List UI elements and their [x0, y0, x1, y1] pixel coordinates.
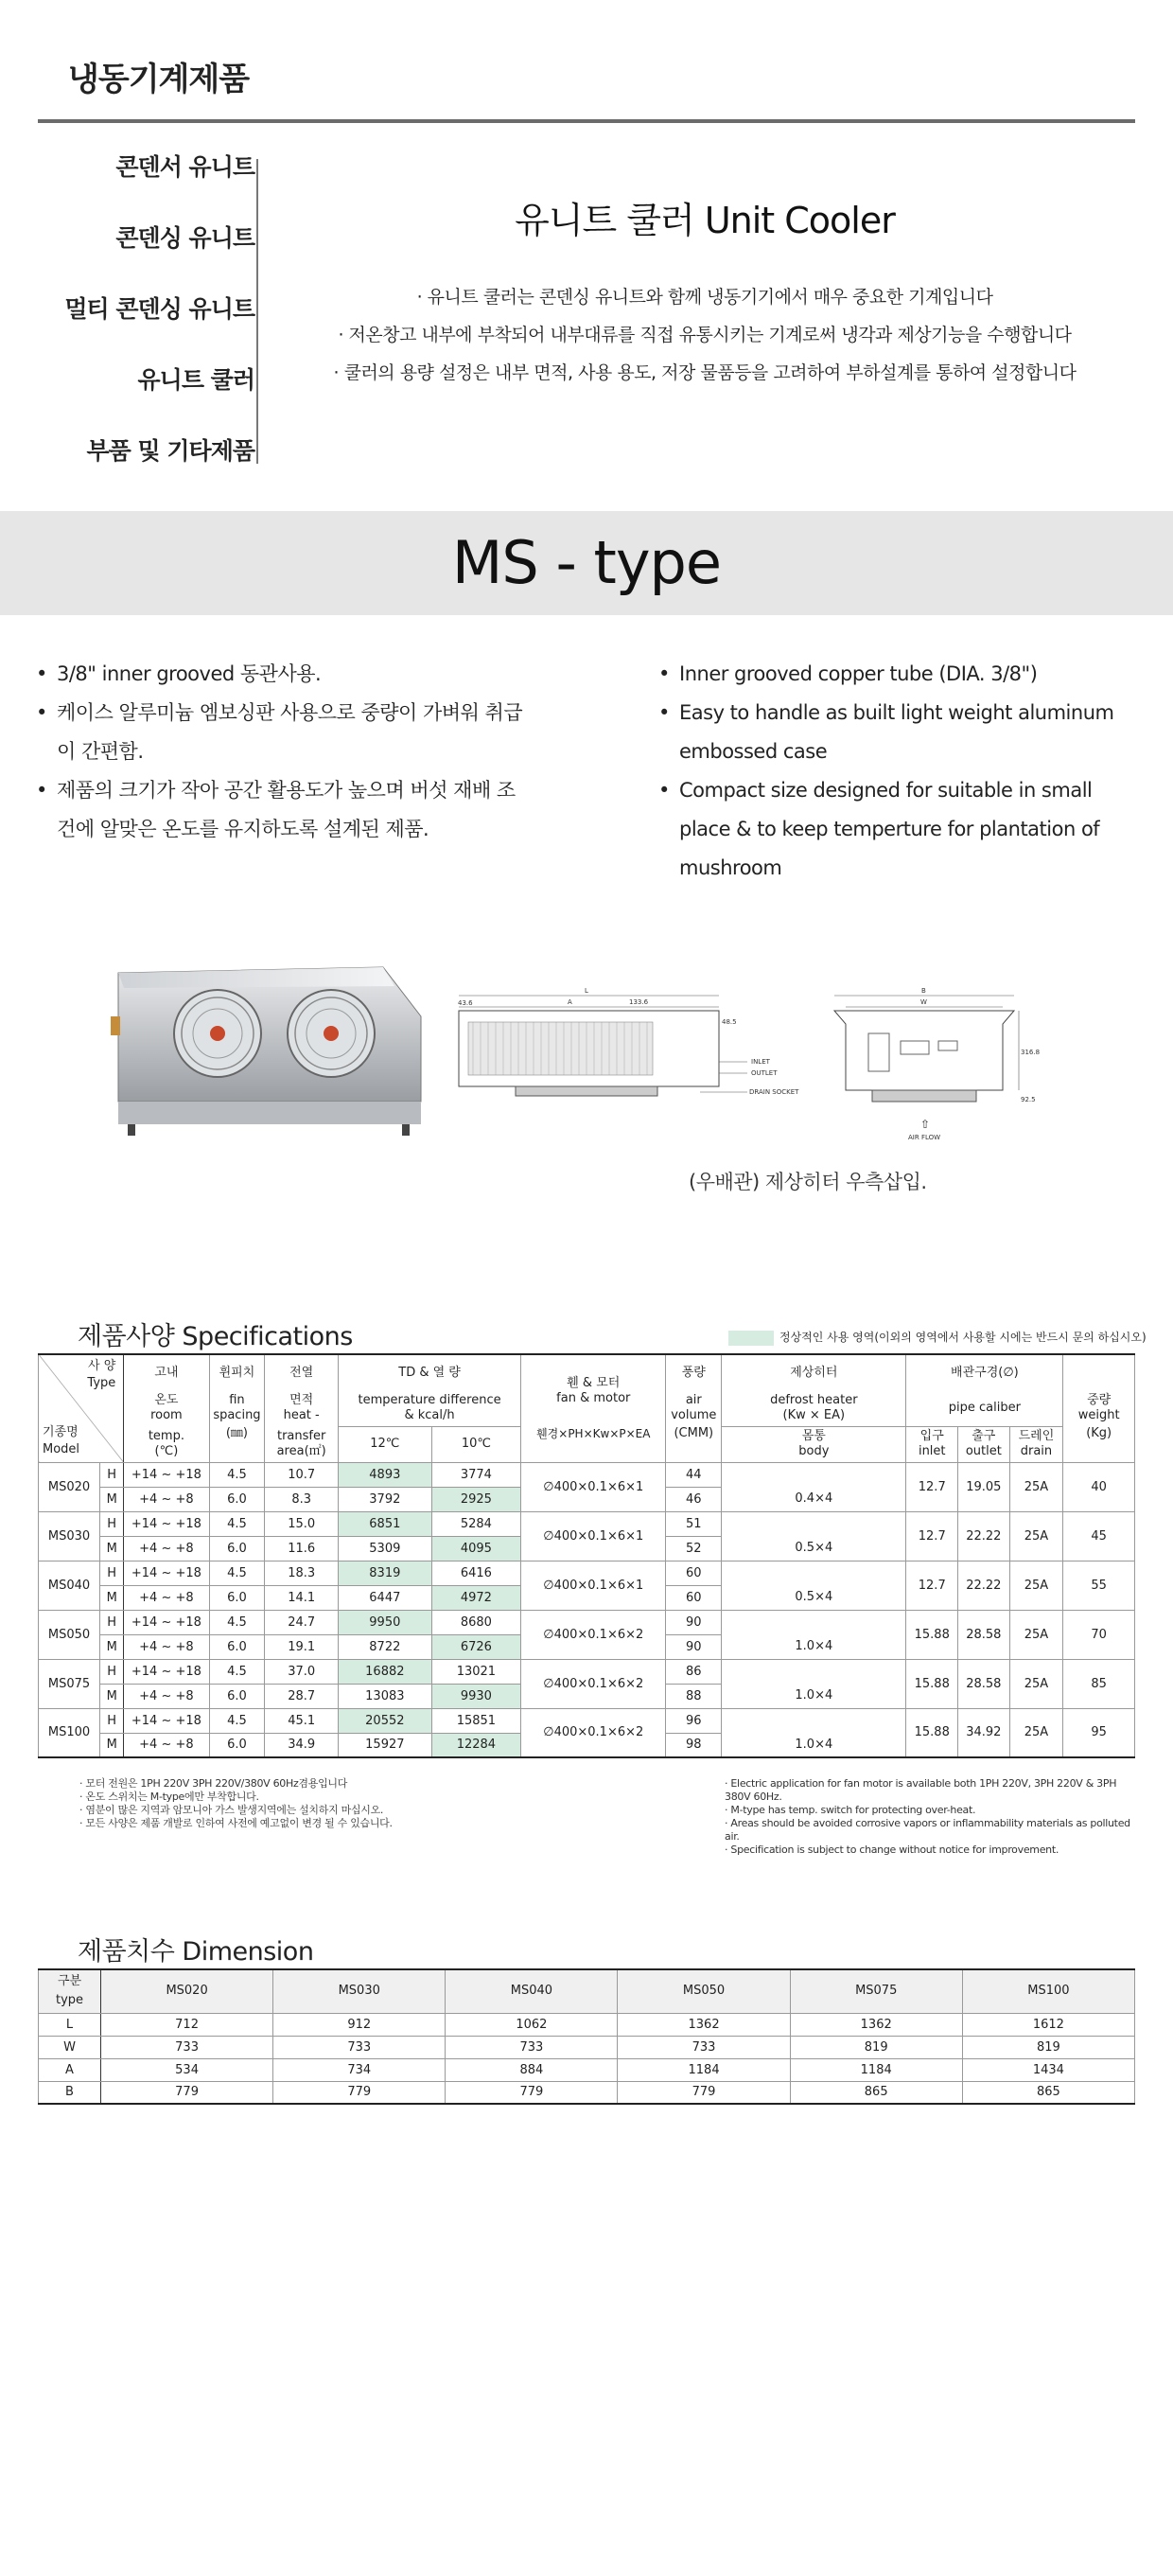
dimension-model-header: MS030 [273, 1969, 446, 2013]
spec-table [38, 1353, 1135, 1758]
area-cell: 34.9 [265, 1733, 339, 1757]
header-td-1: TD & 열 량 [339, 1354, 521, 1390]
table-row [39, 1462, 1135, 1487]
air-cell: 98 [666, 1733, 722, 1757]
header-fin-3: (㎜) [209, 1426, 265, 1462]
dim-label-l: L [585, 987, 588, 995]
temp-cell: +4 ~ +8 [124, 1733, 209, 1757]
weight-cell: 40 [1063, 1462, 1135, 1511]
outlet-cell: 22.22 [958, 1561, 1010, 1610]
capacity-12-cell: 8319 [339, 1561, 432, 1585]
dim-label-d1: 43.6 [458, 999, 473, 1007]
page-title: 냉동기계제품 [68, 61, 250, 98]
header-area-3: transfer area(㎡) [265, 1426, 339, 1462]
capacity-10-cell: 9930 [431, 1684, 520, 1708]
table-row [39, 1708, 1135, 1733]
dim-label-d2: 133.6 [629, 998, 649, 1006]
capacity-10-cell: 13021 [431, 1659, 520, 1684]
outlet-cell: 22.22 [958, 1511, 1010, 1561]
dimension-value-cell: 819 [790, 2036, 962, 2058]
intro-line: · 쿨러의 용량 설정은 내부 면적, 사용 용도, 저장 물품등을 고려하여 부하설계를 통하여 설정합니다 [333, 362, 1077, 383]
inlet-cell: 15.88 [906, 1610, 958, 1659]
spec-title: 제품사양 Specifications [78, 1322, 353, 1351]
sidebar-item-condenser-unit[interactable]: 콘덴서 유니트 [115, 153, 254, 181]
note-item: · 모든 사양은 제품 개발로 인하여 사전에 예고없이 변경 될 수 있습니다. [79, 1817, 571, 1830]
dimension-value-cell: 779 [273, 2081, 446, 2104]
capacity-10-cell: 2925 [431, 1487, 520, 1511]
dimension-value-cell: 779 [618, 2081, 790, 2104]
note-item: · 온도 스위치는 M-type에만 부착합니다. [79, 1791, 571, 1804]
capacity-12-cell: 6447 [339, 1585, 432, 1610]
air-cell: 46 [666, 1487, 722, 1511]
dimension-value-cell: 733 [446, 2036, 618, 2058]
temp-cell: +14 ~ +18 [124, 1511, 209, 1536]
intro-line: · 저온창고 내부에 부착되어 내부대류를 직접 유통시키는 기계로써 냉각과 제상기능을 수행합니다 [338, 325, 1072, 345]
heater-spacer [722, 1462, 906, 1487]
dimension-model-header: MS040 [446, 1969, 618, 2013]
fan-cell: ∅400×0.1×6×1 [521, 1462, 666, 1511]
mode-cell: H [100, 1462, 124, 1487]
area-cell: 45.1 [265, 1708, 339, 1733]
feature-item: • Easy to handle as built light weight aluminum embossed case [658, 694, 1131, 771]
dimension-value-cell: 734 [273, 2058, 446, 2081]
temp-cell: +4 ~ +8 [124, 1585, 209, 1610]
table-row [39, 2081, 1135, 2104]
heater-spacer [722, 1708, 906, 1733]
area-cell: 14.1 [265, 1585, 339, 1610]
dim-label-b: B [921, 987, 926, 995]
header-pipe-1: 배관구경(∅) [906, 1354, 1063, 1390]
capacity-12-cell: 4893 [339, 1462, 432, 1487]
capacity-10-cell: 4972 [431, 1585, 520, 1610]
model-cell: MS030 [39, 1511, 100, 1561]
dimension-table [38, 1968, 1135, 2105]
header-temp-2: 온도 room [124, 1390, 209, 1426]
fin-cell: 6.0 [209, 1634, 265, 1659]
dim-label-w: W [920, 998, 927, 1006]
drain-cell: 25A [1009, 1462, 1063, 1511]
drain-cell: 25A [1009, 1561, 1063, 1610]
outlet-cell: 34.92 [958, 1708, 1010, 1757]
mode-cell: H [100, 1659, 124, 1684]
dimension-value-cell: 1612 [962, 2013, 1134, 2036]
dimension-value-cell: 733 [273, 2036, 446, 2058]
fin-cell: 6.0 [209, 1536, 265, 1561]
air-cell: 90 [666, 1634, 722, 1659]
header-area-1: 전열 [265, 1354, 339, 1390]
air-cell: 60 [666, 1585, 722, 1610]
temp-cell: +4 ~ +8 [124, 1536, 209, 1561]
area-cell: 37.0 [265, 1659, 339, 1684]
legend-swatch [728, 1331, 774, 1346]
table-row [39, 2058, 1135, 2081]
features-english [658, 655, 1131, 888]
weight-cell: 55 [1063, 1561, 1135, 1610]
feature-item: • Inner grooved copper tube (DIA. 3/8") [658, 655, 1131, 694]
area-cell: 28.7 [265, 1684, 339, 1708]
mode-cell: H [100, 1511, 124, 1536]
inlet-cell: 12.7 [906, 1561, 958, 1610]
mode-cell: H [100, 1610, 124, 1634]
header-outlet: 출구 outlet [958, 1426, 1010, 1462]
header-fin-2: fin spacing [209, 1390, 265, 1426]
features-korean [36, 655, 528, 849]
capacity-12-cell: 13083 [339, 1684, 432, 1708]
air-cell: 96 [666, 1708, 722, 1733]
dimension-model-header: MS100 [962, 1969, 1134, 2013]
model-cell: MS020 [39, 1462, 100, 1511]
header-td-12: 12℃ [339, 1426, 432, 1462]
dimension-row-label: B [39, 2081, 101, 2104]
note-item: · Specification is subject to change without notice for improvement. [725, 1844, 1135, 1857]
outlet-cell: 28.58 [958, 1659, 1010, 1708]
dimension-value-cell: 779 [446, 2081, 618, 2104]
header-pipe-2: pipe caliber [906, 1390, 1063, 1426]
note-item: · M-type has temp. switch for protecting over-heat. [725, 1804, 1135, 1817]
capacity-12-cell: 3792 [339, 1487, 432, 1511]
header-fan: 휀 & 모터 fan & motor [521, 1354, 666, 1426]
header-divider [38, 119, 1135, 123]
sidebar-item-parts[interactable]: 부품 및 기타제품 [86, 437, 254, 465]
header-fan-size: 휀경×PH×Kw×P×EA [521, 1426, 666, 1462]
mode-cell: H [100, 1561, 124, 1585]
air-cell: 88 [666, 1684, 722, 1708]
sidebar [38, 151, 257, 506]
heater-spacer [722, 1561, 906, 1585]
side-view-drawing [454, 986, 804, 1138]
dimension-row-label: W [39, 2036, 101, 2058]
capacity-12-cell: 8722 [339, 1634, 432, 1659]
inlet-cell: 15.88 [906, 1659, 958, 1708]
inlet-cell: 12.7 [906, 1462, 958, 1511]
header-td-2: temperature difference & kcal/h [339, 1390, 521, 1426]
header-weight-2: 중량 weight [1063, 1390, 1135, 1426]
note-item: · 염분이 많은 지역과 암모니아 가스 발생지역에는 설치하지 마십시오. [79, 1804, 571, 1817]
dimension-value-cell: 779 [101, 2081, 273, 2104]
capacity-10-cell: 8680 [431, 1610, 520, 1634]
sidebar-item-unit-cooler[interactable]: 유니트 쿨러 [137, 366, 254, 394]
fin-cell: 4.5 [209, 1708, 265, 1733]
temp-cell: +14 ~ +18 [124, 1708, 209, 1733]
heater-cell: 0.4×4 [722, 1487, 906, 1511]
dim-label-d5: 48.5 [722, 1018, 737, 1026]
fin-cell: 4.5 [209, 1659, 265, 1684]
dimension-model-header: MS050 [618, 1969, 790, 2013]
capacity-10-cell: 15851 [431, 1708, 520, 1733]
dimension-title: 제품치수 Dimension [78, 1937, 314, 1967]
inlet-cell: 15.88 [906, 1708, 958, 1757]
type-heading: MS - type [451, 528, 722, 597]
legend-text: 정상적인 사용 영역(이외의 영역에서 사용할 시에는 반드시 문의 하십시오) [779, 1331, 1147, 1344]
capacity-10-cell: 6416 [431, 1561, 520, 1585]
drain-cell: 25A [1009, 1511, 1063, 1561]
air-cell: 44 [666, 1462, 722, 1487]
model-cell: MS075 [39, 1659, 100, 1708]
feature-item: • 제품의 크기가 작아 공간 활용도가 높으며 버섯 재배 조건에 알맞은 온도를 유지하도록 설계된 제품. [36, 771, 528, 849]
dimension-value-cell: 912 [273, 2013, 446, 2036]
note-item: · Areas should be avoided corrosive vapors or inflammability materials as polluted air. [725, 1817, 1135, 1844]
section-title: 유니트 쿨러 Unit Cooler [515, 200, 895, 241]
dimension-model-header: MS020 [101, 1969, 273, 2013]
capacity-10-cell: 3774 [431, 1462, 520, 1487]
mode-cell: H [100, 1708, 124, 1733]
fan-cell: ∅400×0.1×6×1 [521, 1511, 666, 1561]
fin-cell: 4.5 [209, 1511, 265, 1536]
dimension-row-label: L [39, 2013, 101, 2036]
feature-item: • 케이스 알루미늄 엠보싱판 사용으로 중량이 가벼워 취급이 간편함. [36, 694, 528, 771]
header-air-1: 풍량 [666, 1354, 722, 1390]
capacity-12-cell: 5309 [339, 1536, 432, 1561]
heater-position-note: (우배관) 제상히터 우측삽입. [689, 1171, 927, 1193]
temp-cell: +14 ~ +18 [124, 1561, 209, 1585]
fin-cell: 6.0 [209, 1585, 265, 1610]
dimension-value-cell: 1184 [618, 2058, 790, 2081]
fin-cell: 6.0 [209, 1733, 265, 1757]
fin-cell: 4.5 [209, 1561, 265, 1585]
header-air-3: (CMM) [666, 1426, 722, 1462]
capacity-10-cell: 4095 [431, 1536, 520, 1561]
sidebar-divider [256, 159, 258, 464]
heater-spacer [722, 1610, 906, 1634]
drain-label: DRAIN SOCKET [749, 1088, 799, 1096]
air-cell: 51 [666, 1511, 722, 1536]
header-fin-1: 휜피치 [209, 1354, 265, 1390]
header-weight-3: (Kg) [1063, 1426, 1135, 1462]
header-weight-1 [1063, 1354, 1135, 1390]
front-view-drawing [825, 986, 1041, 1145]
fan-cell: ∅400×0.1×6×2 [521, 1610, 666, 1659]
sidebar-item-condensing-unit[interactable]: 콘덴싱 유니트 [115, 224, 254, 252]
temp-cell: +4 ~ +8 [124, 1684, 209, 1708]
model-cell: MS050 [39, 1610, 100, 1659]
mode-cell: M [100, 1733, 124, 1757]
outlet-cell: 28.58 [958, 1610, 1010, 1659]
capacity-10-cell: 6726 [431, 1634, 520, 1659]
fan-cell: ∅400×0.1×6×2 [521, 1708, 666, 1757]
inlet-cell: 12.7 [906, 1511, 958, 1561]
drain-cell: 25A [1009, 1659, 1063, 1708]
fan-cell: ∅400×0.1×6×1 [521, 1561, 666, 1610]
weight-cell: 45 [1063, 1511, 1135, 1561]
area-cell: 8.3 [265, 1487, 339, 1511]
heater-cell: 1.0×4 [722, 1733, 906, 1757]
product-photo [99, 960, 435, 1149]
air-cell: 60 [666, 1561, 722, 1585]
mode-cell: M [100, 1536, 124, 1561]
header-temp-3: temp. (℃) [124, 1426, 209, 1462]
dimension-value-cell: 534 [101, 2058, 273, 2081]
dimension-value-cell: 865 [790, 2081, 962, 2104]
dimension-value-cell: 884 [446, 2058, 618, 2081]
fan-cell: ∅400×0.1×6×2 [521, 1659, 666, 1708]
drain-cell: 25A [1009, 1610, 1063, 1659]
capacity-12-cell: 20552 [339, 1708, 432, 1733]
header-area-2: 면적 heat - [265, 1390, 339, 1426]
heater-cell: 0.5×4 [722, 1585, 906, 1610]
model-cell: MS040 [39, 1561, 100, 1610]
heater-cell: 0.5×4 [722, 1536, 906, 1561]
outlet-label: OUTLET [751, 1069, 778, 1077]
dimension-value-cell: 733 [618, 2036, 790, 2058]
weight-cell: 70 [1063, 1610, 1135, 1659]
table-row [39, 1659, 1135, 1684]
airflow-label: AIR FLOW [908, 1134, 941, 1141]
sidebar-item-multi-condensing-unit[interactable]: 멀티 콘덴싱 유니트 [64, 295, 254, 323]
capacity-12-cell: 15927 [339, 1733, 432, 1757]
dim-label-d4: 92.5 [1021, 1096, 1036, 1103]
model-cell: MS100 [39, 1708, 100, 1757]
dimension-corner: 구분 type [39, 1969, 101, 2013]
capacity-12-cell: 9950 [339, 1610, 432, 1634]
dimension-value-cell: 733 [101, 2036, 273, 2058]
mode-cell: M [100, 1585, 124, 1610]
dimension-value-cell: 819 [962, 2036, 1134, 2058]
temp-cell: +4 ~ +8 [124, 1634, 209, 1659]
dimension-value-cell: 1362 [618, 2013, 790, 2036]
dimension-value-cell: 1184 [790, 2058, 962, 2081]
header-inlet: 입구 inlet [906, 1426, 958, 1462]
header-air-2: air volume [666, 1390, 722, 1426]
header-temp-1: 고내 [124, 1354, 209, 1390]
capacity-10-cell: 5284 [431, 1511, 520, 1536]
dim-label-a: A [568, 998, 572, 1006]
dimension-value-cell: 865 [962, 2081, 1134, 2104]
table-row [39, 2013, 1135, 2036]
capacity-12-cell: 16882 [339, 1659, 432, 1684]
header-defrost-1: 제상히터 [722, 1354, 906, 1390]
table-row [39, 1561, 1135, 1585]
header-defrost-2: defrost heater (Kw × EA) [722, 1390, 906, 1426]
heater-spacer [722, 1511, 906, 1536]
weight-cell: 85 [1063, 1659, 1135, 1708]
dimension-value-cell: 1362 [790, 2013, 962, 2036]
dim-label-d3: 316.8 [1021, 1049, 1041, 1056]
feature-item: • 3/8" inner grooved 동관사용. [36, 655, 528, 694]
heater-spacer [722, 1659, 906, 1684]
temp-cell: +14 ~ +18 [124, 1462, 209, 1487]
dimension-row-label: A [39, 2058, 101, 2081]
inlet-label: INLET [751, 1058, 770, 1066]
dimension-model-header: MS075 [790, 1969, 962, 2013]
air-cell: 86 [666, 1659, 722, 1684]
capacity-12-cell: 6851 [339, 1511, 432, 1536]
spec-legend [728, 1329, 1147, 1346]
mode-cell: M [100, 1634, 124, 1659]
header-td-10: 10℃ [431, 1426, 520, 1462]
capacity-10-cell: 12284 [431, 1733, 520, 1757]
notes-korean [79, 1777, 571, 1830]
table-row [39, 2036, 1135, 2058]
area-cell: 19.1 [265, 1634, 339, 1659]
table-row [39, 1511, 1135, 1536]
table-row [39, 1610, 1135, 1634]
heater-cell: 1.0×4 [722, 1634, 906, 1659]
header-type-model: 사 양 Type 기종명 Model [39, 1354, 124, 1462]
dimension-value-cell: 712 [101, 2013, 273, 2036]
area-cell: 11.6 [265, 1536, 339, 1561]
weight-cell: 95 [1063, 1708, 1135, 1757]
note-item: · Electric application for fan motor is available both 1PH 220V, 3PH 220V & 3PH 380V 60Hz. [725, 1777, 1135, 1804]
intro-description [284, 278, 1126, 392]
header-body: 몸통 body [722, 1426, 906, 1462]
air-cell: 52 [666, 1536, 722, 1561]
drain-cell: 25A [1009, 1708, 1063, 1757]
airflow-arrow-icon: ⇧ [920, 1118, 931, 1131]
dimension-value-cell: 1062 [446, 2013, 618, 2036]
feature-item: • Compact size designed for suitable in small place & to keep temperture for plantation of mushroom [658, 771, 1131, 888]
header-drain: 드레인 drain [1009, 1426, 1063, 1462]
intro-line: · 유니트 쿨러는 콘덴싱 유니트와 함께 냉동기기에서 매우 중요한 기계입니다 [416, 287, 993, 308]
outlet-cell: 19.05 [958, 1462, 1010, 1511]
area-cell: 15.0 [265, 1511, 339, 1536]
temp-cell: +14 ~ +18 [124, 1610, 209, 1634]
fin-cell: 4.5 [209, 1462, 265, 1487]
fin-cell: 4.5 [209, 1610, 265, 1634]
air-cell: 90 [666, 1610, 722, 1634]
notes-english [725, 1777, 1135, 1857]
temp-cell: +14 ~ +18 [124, 1659, 209, 1684]
temp-cell: +4 ~ +8 [124, 1487, 209, 1511]
area-cell: 10.7 [265, 1462, 339, 1487]
heater-cell: 1.0×4 [722, 1684, 906, 1708]
note-item: · 모터 전원은 1PH 220V 3PH 220V/380V 60Hz겸용입니다 [79, 1777, 571, 1791]
dimension-value-cell: 1434 [962, 2058, 1134, 2081]
area-cell: 24.7 [265, 1610, 339, 1634]
fin-cell: 6.0 [209, 1684, 265, 1708]
area-cell: 18.3 [265, 1561, 339, 1585]
type-banner [0, 511, 1173, 615]
fin-cell: 6.0 [209, 1487, 265, 1511]
mode-cell: M [100, 1684, 124, 1708]
mode-cell: M [100, 1487, 124, 1511]
